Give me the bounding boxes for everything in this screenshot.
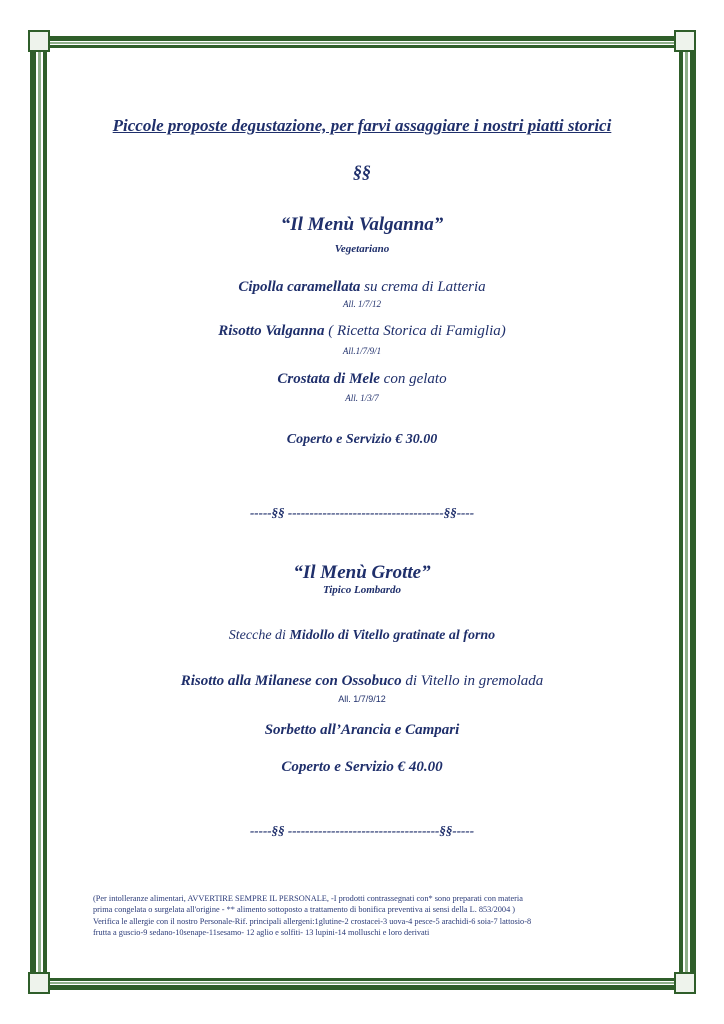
footer-line: frutta a guscio-9 sedano-10senape-11sesamo- 12 aglio e solfiti- 13 lupini-14 molluschi e loro derivati [93,928,430,938]
dish-description: ( Ricetta Storica di Famiglia) [324,323,506,339]
footer-line: Verifica le allergie con il nostro Personale-Rif. principali allergeni:1glutine-2 crostacei-3 uova-4 pesce-5 arachidi-6 soia-7 lattosio-8 [93,916,532,926]
menu-valganna-dish-3 [0,371,724,388]
page-title: Piccole proposte degustazione, per farvi assaggiare i nostri piatti storici [112,116,612,135]
menu-grotte-dish-1 [0,628,724,644]
dish-name: Midollo di Vitello gratinate al forno [289,628,496,643]
dish-description: Stecche di [228,628,290,643]
menu-valganna-title: “Il Menù Valganna” [280,214,444,235]
menu-grotte-price: Coperto e Servizio € 40.00 [281,759,443,775]
menu-grotte-subtitle: Tipico Lombardo [322,584,402,596]
footer-line: prima congelata o surgelata all'origine - ** alimento sottoposto a trattamento di bonifica preventiva ai sensi della L. 853/2004 ) [93,905,516,915]
menu-valganna-price: Coperto e Servizio € 30.00 [286,432,438,447]
dish-name: Cipolla caramellata [238,279,361,295]
dish-description: con gelato [379,371,447,387]
section-mark: §§ [353,162,371,182]
allergens-note: All. 1/7/12 [343,299,381,309]
menu-grotte-dish-3: Sorbetto all’Arancia e Campari [264,722,460,738]
menu-grotte-dish-2 [0,673,724,690]
menu-valganna-subtitle: Vegetariano [334,243,390,255]
dish-description: su crema di Latteria [360,279,486,295]
menu-valganna-dish-2 [0,323,724,340]
allergens-note: All.1/7/9/1 [342,346,382,356]
menu-grotte-title: “Il Menù Grotte” [293,562,431,583]
allergens-note: All. 1/3/7 [345,393,379,403]
section-divider: -----§§ ------------------------------------§§---- [249,505,475,520]
allergen-footer-note [93,893,623,939]
footer-line: (Per intolleranze alimentari, AVVERTIRE SEMPRE IL PERSONALE, -I prodotti contrassegnati con* sono preparati con materia [93,894,523,903]
dish-name: Crostata di Mele [277,371,380,387]
menu-valganna-dish-1 [0,279,724,296]
allergens-note: All. 1/7/9/12 [338,694,386,704]
dish-name: Risotto Valganna [218,323,325,339]
dish-name: Risotto alla Milanese con Ossobuco [180,673,402,689]
dish-description: di Vitello in gremolada [401,673,544,689]
section-divider: -----§§ -----------------------------------§§----- [249,823,475,838]
